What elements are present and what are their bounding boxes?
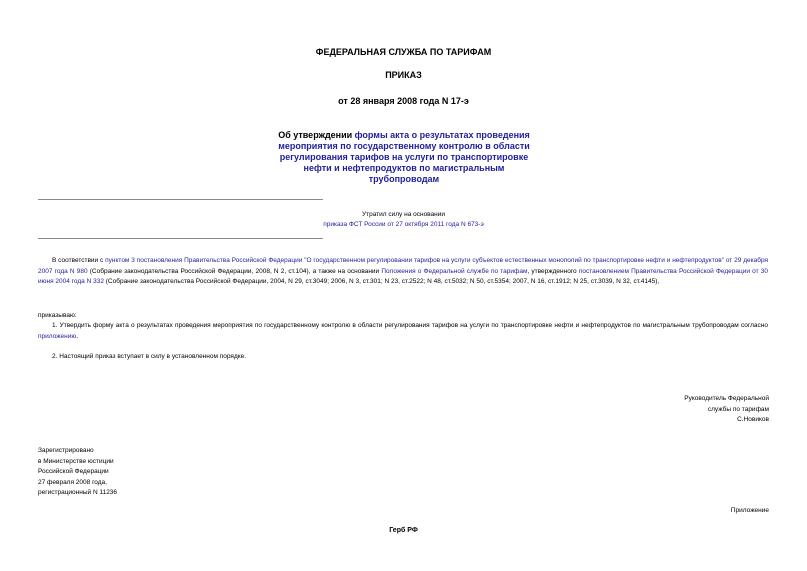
document-type: ПРИКАЗ <box>385 70 422 80</box>
document-title <box>270 130 538 185</box>
clause-2: 2. Настоящий приказ вступает в силу в установленном порядке. <box>52 353 247 360</box>
divider-top <box>38 199 323 200</box>
p1-mid2: , утвержденного <box>527 267 579 275</box>
appendix-label: Приложение <box>730 507 769 514</box>
registration-line: Российской Федерации <box>38 468 109 475</box>
registration-number: регистрационный N 11236 <box>38 489 118 496</box>
signer-position-1: Руководитель Федеральной <box>684 395 769 402</box>
clause-1 <box>38 321 768 342</box>
clause-1-end: . <box>76 332 79 340</box>
document-date: от 28 января 2008 года N 17-э <box>338 96 469 106</box>
appendix-link[interactable]: приложению <box>38 332 77 340</box>
order-word: приказываю: <box>38 312 77 319</box>
registration-block <box>38 446 117 499</box>
divider-bottom <box>38 238 323 239</box>
void-order-link[interactable]: приказа ФСТ России от 27 октября 2011 года N 673-э <box>323 221 484 228</box>
signer-name: С.Новиков <box>737 416 769 423</box>
void-notice <box>0 221 807 228</box>
coat-of-arms-label: Герб РФ <box>389 527 418 534</box>
issuing-authority: ФЕДЕРАЛЬНАЯ СЛУЖБА ПО ТАРИФАМ <box>315 47 492 57</box>
registration-date: 27 февраля 2008 года, <box>38 478 107 486</box>
registration-line: в Министерстве юстиции <box>38 457 114 465</box>
title-prefix: Об утверждении <box>278 130 355 140</box>
p1-prefix: В соответствии с <box>52 257 106 264</box>
fst-regulation-link[interactable]: Положения о Федеральной службе по тарифам <box>381 267 528 275</box>
title-form-link[interactable]: формы акта о результатах проведения мероприятия по государственному контролю в области регулирования тарифов на услуги по транспортировке нефти и нефтепродуктов по магистральным трубопроводам <box>278 130 530 184</box>
resolution-332-link[interactable]: постановлением Правительства Российской Федерации от 30 июня 2004 года N 332 <box>38 267 768 285</box>
registration-line: Зарегистрировано <box>38 447 94 454</box>
clause-1-text: 1. Утвердить форму акта о результатах проведения мероприятия по государственному контролю в области регулирования тарифов на услуги по транспортировке нефти и нефтепродуктов по магистральным трубопроводам согласно <box>52 322 768 329</box>
void-notice-text: Утратил силу на основании <box>361 211 446 218</box>
preamble-paragraph <box>38 256 768 288</box>
signer-position-2: службы по тарифам <box>707 405 769 413</box>
signature-block <box>684 394 769 426</box>
p1-suffix: (Собрание законодательства Российской Федерации, 2004, N 29, ст.3049; 2006, N 3, ст.301; N 23, ст.2522; N 48, ст.5032; N 50, ст.5354; 2007, N 16, ст.1912; N 25, ст.3039, N 32, ст.4145), <box>103 278 660 285</box>
p1-mid1: (Собрание законодательства Российской Федерации, 2008, N 2, ст.104), а также на основании <box>87 267 382 275</box>
resolution-980-link[interactable]: пунктом 3 постановления Правительства Российской Федерации "О государственном регулировании тарифов на услуги субъектов естественных монополий по транспортировке нефти и нефтепродуктов" от 29 декабря 2007 года N 980 <box>38 257 769 275</box>
